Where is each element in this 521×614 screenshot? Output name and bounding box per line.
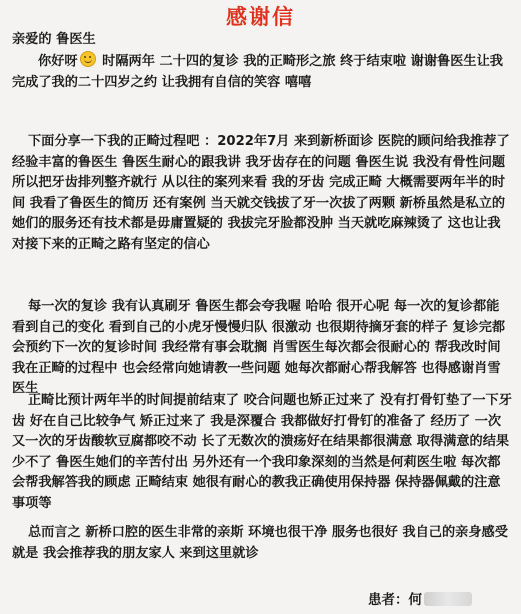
signature-text: 患者：何 [368,592,422,608]
paragraph-5: 总而言之 新桥口腔的医生非常的亲斯 环境也很干净 服务也很好 我自己的亲身感受就是 我会推荐我的朋友家人 来到这里就诊 [12,525,508,561]
paragraph-1-start: 你好呀 [38,54,78,69]
letter-title: 感谢信 [226,5,295,29]
paragraph-2: 下面分享一下我的正畸过程吧 ：2022年7月 来到新桥面诊 医院的顾问给我推荐了 经验丰富的鲁医生 鲁医生耐心的跟我讲 我牙齿存在的问题 鲁医生说 我没有骨性问题 所以把牙齿排列整齐就行 从以往的案列来看 我的牙齿 完成正畸 大概需要两年半的时间 我看了鲁医生的简历 还有案例 当天就交钱拔了牙一次拔了两颗 新桥虽然是私立的 她们的服务还有技术都是毋庸置疑的 我拔完牙脸都没肿 当天就吃麻辣烫了 这也让我对接下来的正畸之路有坚定的信心 [12,134,510,252]
paragraph-3: 每一次的复诊 我有认真刷牙 鲁医生都会夸我喔 哈哈 很开心呢 每一次的复诊都能看到自己的变化 看到自己的小虎牙慢慢归队 很激动 也很期待摘牙套的样子 复诊完都会预约下一次的复诊时间 我经常有事会耽搁 肖雪医生每次都会很耐心的 帮我改时间 我在正畸的过程中 也会经常向她请教一些问题 她每次都耐心帮我解答 也得感谢肖雪医生 [12,299,506,397]
signature [368,588,472,608]
greeting: 亲爱的 鲁医生 [12,32,96,47]
smile-emoji-icon [80,51,96,67]
redacted-name-blur [424,592,472,606]
paragraph-4: 正畸比预计两年半的时间提前结束了 咬合问题也矫正过来了 没有打骨钉垫了一下牙齿 好在自己比较争气 矫正过来了 我是深覆合 我都做好打骨钉的准备了 经历了 一次又一次的牙齿酸软豆腐都咬不动 长了无数次的溃疡好在结果都很满意 取得满意的结果 少不了 鲁医生她们的辛苦付出 另外还有一个我印象深刻的当然是何莉医生啦 每次都会帮我解答我的顾虑 正畸结束 她很有耐心的教我正确使用保持器 保持器佩戴的注意事项等 [12,393,512,511]
paragraph-1-rest: 时隔两年 二十四的复诊 我的正畸形之旅 终于结束啦 谢谢鲁医生让我完成了我的二十四岁之约 让我拥有自信的笑容 嘻嘻 [12,54,503,90]
paragraph-1 [12,51,512,93]
